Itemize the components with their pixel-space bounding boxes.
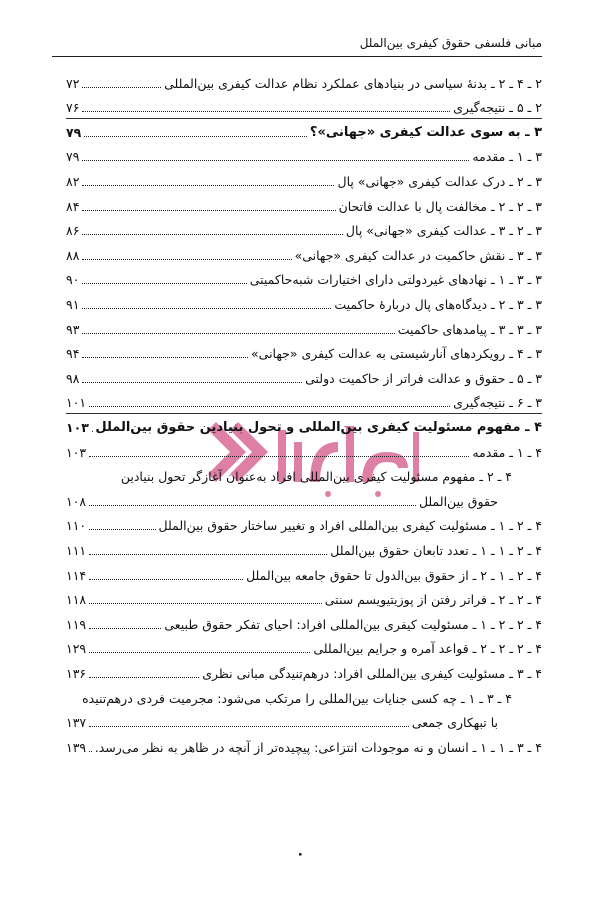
dot-leader — [82, 87, 161, 88]
toc-entry-title: ۳ ـ ۳ ـ ۱ ـ نهادهای غیردولتی دارای اختیارات شبه‌حاکمیتی — [249, 272, 542, 288]
toc-entry[interactable] — [66, 392, 542, 414]
dot-leader — [89, 529, 155, 530]
dot-leader — [82, 160, 469, 161]
toc-entry-page: ۱۰۳ — [66, 419, 89, 435]
dot-leader — [82, 185, 334, 186]
toc-entry-title: ۴ ـ ۲ ـ مفهوم مسئولیت کیفری بین‌المللی افراد به‌عنوان آغازگر تحول بنیادین — [120, 469, 512, 485]
toc-entry[interactable] — [66, 613, 542, 635]
dot-leader — [82, 283, 246, 284]
toc-entry-title: ۳ ـ ۲ ـ ۲ ـ مخالفت پال با عدالت فاتحان — [338, 198, 542, 214]
dot-leader — [82, 210, 335, 211]
dot-leader — [82, 357, 248, 358]
toc-entry-page: ۱۰۸ — [66, 493, 87, 509]
toc-entry-title: ۴ ـ ۲ ـ ۱ ـ ۱ ـ تعدد تابعان حقوق بین‌الملل — [330, 542, 542, 558]
dot-leader — [89, 505, 416, 506]
toc-entry-title: ۴ ـ ۳ ـ ۱ ـ ۱ ـ انسان و نه موجودات انتزاعی: پیچیده‌تر از آنچه در ظاهر به نظر می‌رسد. — [94, 739, 542, 755]
toc-chapter-entry[interactable] — [66, 121, 542, 143]
toc-entry[interactable] — [66, 195, 542, 217]
toc-entry[interactable] — [66, 343, 542, 365]
toc-entry[interactable] — [66, 564, 542, 586]
toc-entry-page: ۹۰ — [66, 272, 80, 288]
chapter-rule — [66, 413, 542, 414]
toc-entry[interactable] — [66, 441, 542, 463]
toc-entry[interactable] — [66, 515, 542, 537]
toc-entry-page: ۷۹ — [66, 149, 80, 165]
toc-entry[interactable] — [66, 736, 542, 758]
toc-entry[interactable] — [66, 687, 542, 709]
toc-entry-title: ۲ ـ ۵ ـ نتیجه‌گیری — [453, 100, 542, 116]
toc-entry[interactable] — [66, 72, 542, 94]
toc-entry[interactable] — [66, 662, 542, 684]
dot-leader — [89, 456, 469, 457]
toc-entry-title: ۴ ـ ۲ ـ ۲ ـ ۲ ـ قواعد آمره و جرایم بین‌المللی — [313, 641, 542, 657]
dot-leader — [89, 554, 327, 555]
toc-entry[interactable] — [66, 712, 542, 734]
toc-entry-page: ۷۹ — [66, 124, 82, 140]
toc-entry-title: ۳ ـ ۱ ـ مقدمه — [472, 149, 542, 165]
toc-entry[interactable] — [66, 146, 542, 168]
dot-leader — [84, 136, 307, 137]
toc-entry-title: ۴ ـ ۳ ـ ۱ ـ چه کسی جنایات بین‌المللی را مرتکب می‌شود: مجرمیت فردی درهم‌تنیده — [82, 690, 512, 706]
toc-entry-title: ۳ ـ ۴ ـ رویکردهای آنارشیستی به عدالت کیفری «جهانی» — [251, 346, 542, 362]
toc-entry[interactable] — [66, 170, 542, 192]
toc-entry-page: ۱۱۱ — [66, 542, 87, 558]
toc-entry-page: ۱۰۱ — [66, 395, 87, 411]
toc-entry-title: ۴ ـ ۲ ـ ۲ ـ فراتر رفتن از پوزیتیویسم سنتی — [324, 592, 542, 608]
dot-leader — [82, 234, 342, 235]
toc-entry-title: ۳ ـ ۳ ـ ۳ ـ پیامدهای حاکمیت — [397, 321, 542, 337]
toc-chapter-entry[interactable] — [66, 416, 542, 438]
dot-leader — [89, 726, 409, 727]
toc-entry-page: ۹۴ — [66, 346, 80, 362]
toc-entry-title: ۴ ـ ۲ ـ ۱ ـ مسئولیت کیفری بین‌المللی افراد و تغییر ساختار حقوق بین‌الملل — [158, 518, 542, 534]
dot-leader — [82, 382, 302, 383]
toc-entry[interactable] — [66, 97, 542, 119]
toc-entry-page: ۹۳ — [66, 321, 80, 337]
dot-leader — [89, 603, 322, 604]
dot-leader — [89, 751, 92, 752]
toc-entry[interactable] — [66, 638, 542, 660]
toc-entry-page: ۹۸ — [66, 370, 80, 386]
dot-leader — [82, 259, 291, 260]
dot-leader — [89, 406, 450, 407]
toc-entry-page: ۸۲ — [66, 173, 80, 189]
toc-entry-page: ۸۶ — [66, 223, 80, 239]
toc-entry-title: با تبهکاری جمعی — [411, 715, 498, 731]
chapter-rule — [66, 118, 542, 119]
toc-entry-page: ۱۱۹ — [66, 616, 87, 632]
toc-entry-page: ۱۱۸ — [66, 592, 87, 608]
toc-entry-title: حقوق بین‌الملل — [418, 493, 498, 509]
toc-entry-title: ۲ ـ ۴ ـ ۲ ـ بدنهٔ سیاسی در بنیادهای عملکرد نظام عدالت کیفری بین‌المللی — [164, 75, 542, 91]
toc-entry-page: ۱۳۷ — [66, 715, 87, 731]
toc-entry[interactable] — [66, 466, 542, 488]
toc-entry[interactable] — [66, 293, 542, 315]
toc-entry-page: ۱۱۴ — [66, 567, 87, 583]
toc-entry[interactable] — [66, 318, 542, 340]
toc-entry-page: ۱۱۰ — [66, 518, 87, 534]
toc-entry-title: ۴ ـ ۳ ـ مسئولیت کیفری بین‌المللی افراد: درهم‌تنیدگی مبانی نظری — [202, 665, 542, 681]
toc-entry[interactable] — [66, 269, 542, 291]
toc-entry-title: ۳ ـ ۶ ـ نتیجه‌گیری — [453, 395, 542, 411]
toc-entry-title: ۳ ـ ۲ ـ درک عدالت کیفری «جهانی» پال — [337, 173, 542, 189]
toc-entry-title: ۴ ـ ۲ ـ ۱ ـ ۲ ـ از حقوق بین‌الدول تا حقوق جامعه بین‌الملل — [246, 567, 542, 583]
toc-entry-title: ۳ ـ ۳ ـ ۲ ـ دیدگاه‌های پال دربارهٔ حاکمیت — [334, 296, 542, 312]
toc-entry-title: ۴ ـ ۱ ـ مقدمه — [472, 444, 542, 460]
dot-leader — [89, 579, 243, 580]
dot-leader — [89, 677, 199, 678]
toc-entry-page: ۸۴ — [66, 198, 80, 214]
toc-entry[interactable] — [66, 539, 542, 561]
toc-entry-page: ۷۶ — [66, 100, 80, 116]
dot-leader — [89, 628, 161, 629]
toc-entry-page: ۸۸ — [66, 247, 80, 263]
toc-entry-page: ۱۲۹ — [66, 641, 87, 657]
toc-entry[interactable] — [66, 490, 542, 512]
toc-entry-page: ۷۲ — [66, 75, 80, 91]
running-title: مبانی فلسفی حقوق کیفری بین‌الملل — [359, 36, 542, 50]
dot-leader — [82, 333, 394, 334]
toc-entry[interactable] — [66, 589, 542, 611]
dot-leader — [89, 652, 310, 653]
toc-entry-title: ۳ ـ ۵ ـ حقوق و عدالت فراتر از حاکمیت دولتی — [305, 370, 542, 386]
dot-leader — [82, 111, 450, 112]
toc-entry-title: ۴ ـ مفهوم مسئولیت کیفری بین‌المللی و تحول بنیادین حقوق بین‌الملل — [95, 419, 542, 435]
page-number: ۰ — [296, 846, 305, 862]
toc-entry-page: ۱۳۶ — [66, 665, 87, 681]
toc-entry-page: ۱۰۳ — [66, 444, 87, 460]
toc-entry[interactable] — [66, 220, 542, 242]
toc-entry[interactable] — [66, 367, 542, 389]
toc-entry[interactable] — [66, 244, 542, 266]
toc-entry-title: ۳ ـ ۳ ـ نقش حاکمیت در عدالت کیفری «جهانی» — [294, 247, 542, 263]
dot-leader — [82, 308, 331, 309]
toc-entry-page: ۹۱ — [66, 296, 80, 312]
toc-entry-title: ۳ ـ ۲ ـ ۳ ـ عدالت کیفری «جهانی» پال — [345, 223, 542, 239]
toc-entry-page: ۱۳۹ — [66, 739, 87, 755]
running-header — [52, 36, 542, 57]
toc-entry-title: ۴ ـ ۲ ـ ۲ ـ ۱ ـ مسئولیت کیفری بین‌المللی افراد: احیای تفکر حقوق طبیعی — [164, 616, 542, 632]
toc-entry-title: ۳ ـ به سوی عدالت کیفری «جهانی»؟ — [309, 124, 542, 140]
